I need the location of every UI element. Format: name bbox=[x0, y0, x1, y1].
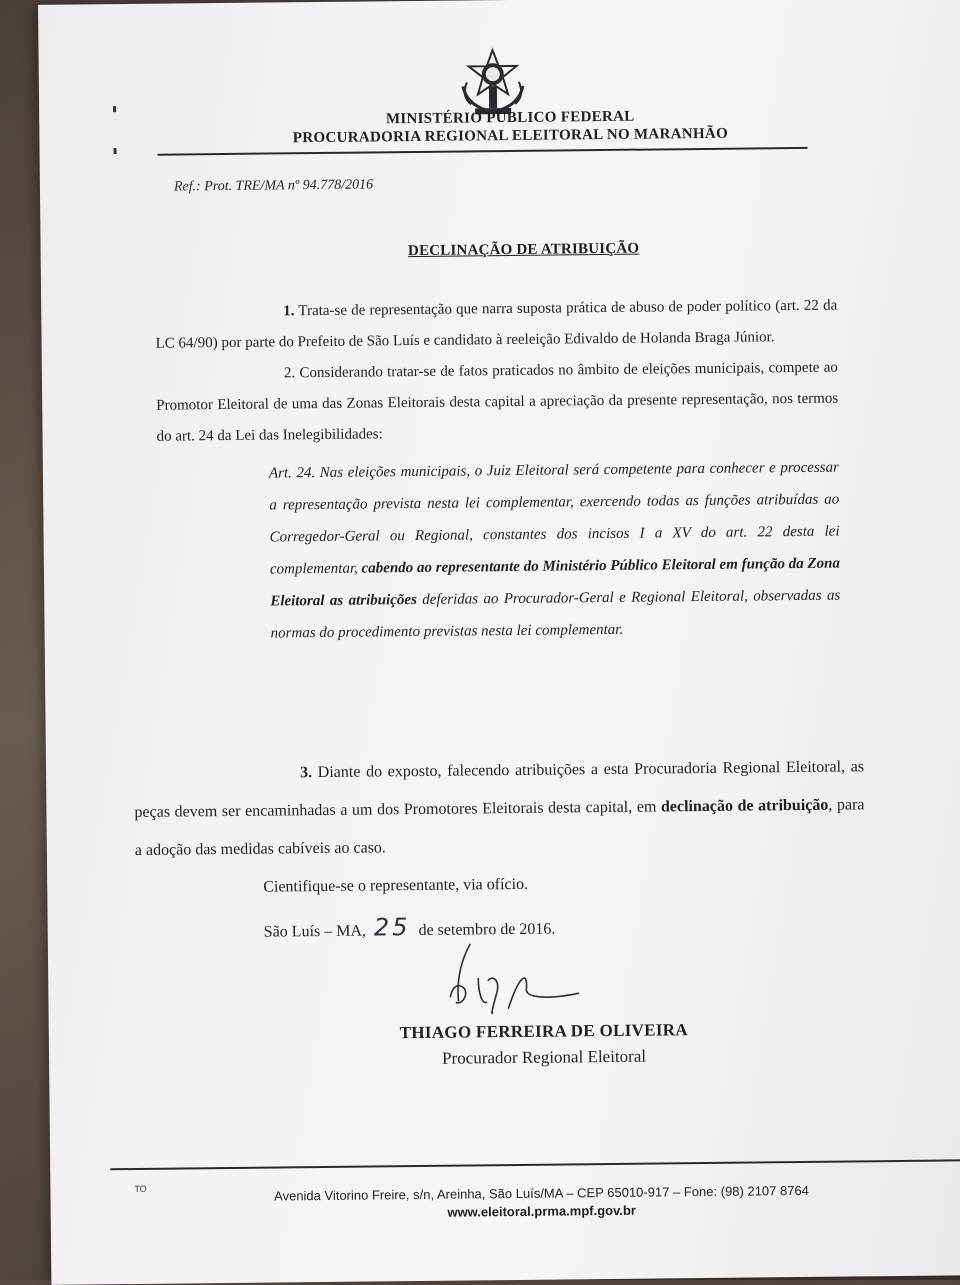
paragraph-1-number: 1. bbox=[283, 303, 295, 320]
date-rest: de setembro de 2016. bbox=[418, 920, 556, 939]
header-divider bbox=[158, 147, 808, 156]
paragraph-3-number: 3. bbox=[299, 764, 313, 782]
brazil-coat-of-arms-icon bbox=[452, 46, 533, 119]
notify-line: Cientifique-se o representante, via ofício. bbox=[263, 875, 529, 896]
quote-text-2: deferidas ao Procurador-Geral e Regional Eleitoral, observadas as normas do procedimento previstas nesta lei complementar. bbox=[270, 587, 841, 642]
document-page bbox=[38, 0, 960, 1285]
footer-divider bbox=[110, 1159, 960, 1170]
signatory-role: Procurador Regional Eleitoral bbox=[442, 1046, 647, 1068]
signature-mark bbox=[428, 937, 599, 1019]
footer-website: www.eleitoral.prma.mpf.gov.br bbox=[447, 1202, 637, 1220]
legal-quote bbox=[269, 452, 841, 650]
paragraph-3 bbox=[134, 748, 865, 870]
header-procuradoria: PROCURADORIA REGIONAL ELEITORAL NO MARANHÃO bbox=[292, 125, 729, 147]
punch-mark bbox=[113, 106, 116, 112]
document-title: DECLINAÇÃO DE ATRIBUIÇÃO bbox=[407, 240, 640, 260]
reference-number: Ref.: Prot. TRE/MA nº 94.778/2016 bbox=[173, 177, 374, 195]
paragraph-1 bbox=[155, 291, 838, 360]
paragraph-1-text: Trata-se de representação que narra suposta prática de abuso de poder político (art. 22 da LC 64/90) por parte do Prefeito de São Luís e candidato à reeleição Edivaldo de Holanda Braga Júnior. bbox=[155, 297, 838, 352]
header-ministry: MINISTÉRIO PÚBLICO FEDERAL bbox=[385, 108, 635, 128]
footer-code: TO bbox=[134, 1183, 147, 1194]
quote-text-1: Art. 24. Nas eleições municipais, o Juiz Eleitoral será competente para conhecer e processar a representação prevista nesta lei complementar, exercendo todas as funções atribuídas ao Corregedor-Geral ou Regional, constantes dos incisos I a XV do art. 22 desta lei complementar, bbox=[268, 459, 840, 578]
footer-address: Avenida Vitorino Freire, s/n, Areinha, São Luís/MA – CEP 65010-917 – Fone: (98) 2107 8764 bbox=[274, 1182, 809, 1204]
paragraph-3-text-1: Diante do exposto, falecendo atribuições a esta Procuradoria Regional Eleitoral, as peças devem ser encaminhadas a um dos Promotores Eleitorais desta capital, em bbox=[134, 758, 865, 821]
paragraph-2: 2. Considerando tratar-se de fatos praticados no âmbito de eleições municipais, compete ao Promotor Eleitoral de uma das Zonas Eleitorais desta capital a apreciação da presente representação, nos termos do art. 24 da Lei das Inelegibilidades: bbox=[156, 359, 839, 445]
signatory-name: THIAGO FERREIRA DE OLIVEIRA bbox=[399, 1020, 688, 1043]
paragraph-3-bold: declinação de atribuição bbox=[660, 796, 829, 816]
paragraph-3-text-2: , para a adoção das medidas cabíveis ao caso. bbox=[134, 796, 865, 859]
document-body bbox=[155, 291, 841, 651]
quote-bold: cabendo ao representante do Ministério Público Eleitoral em função da Zona Eleitoral as atribuições bbox=[270, 555, 841, 610]
date-place: São Luís – MA, bbox=[263, 922, 367, 941]
handwritten-day: 25 bbox=[373, 913, 411, 942]
